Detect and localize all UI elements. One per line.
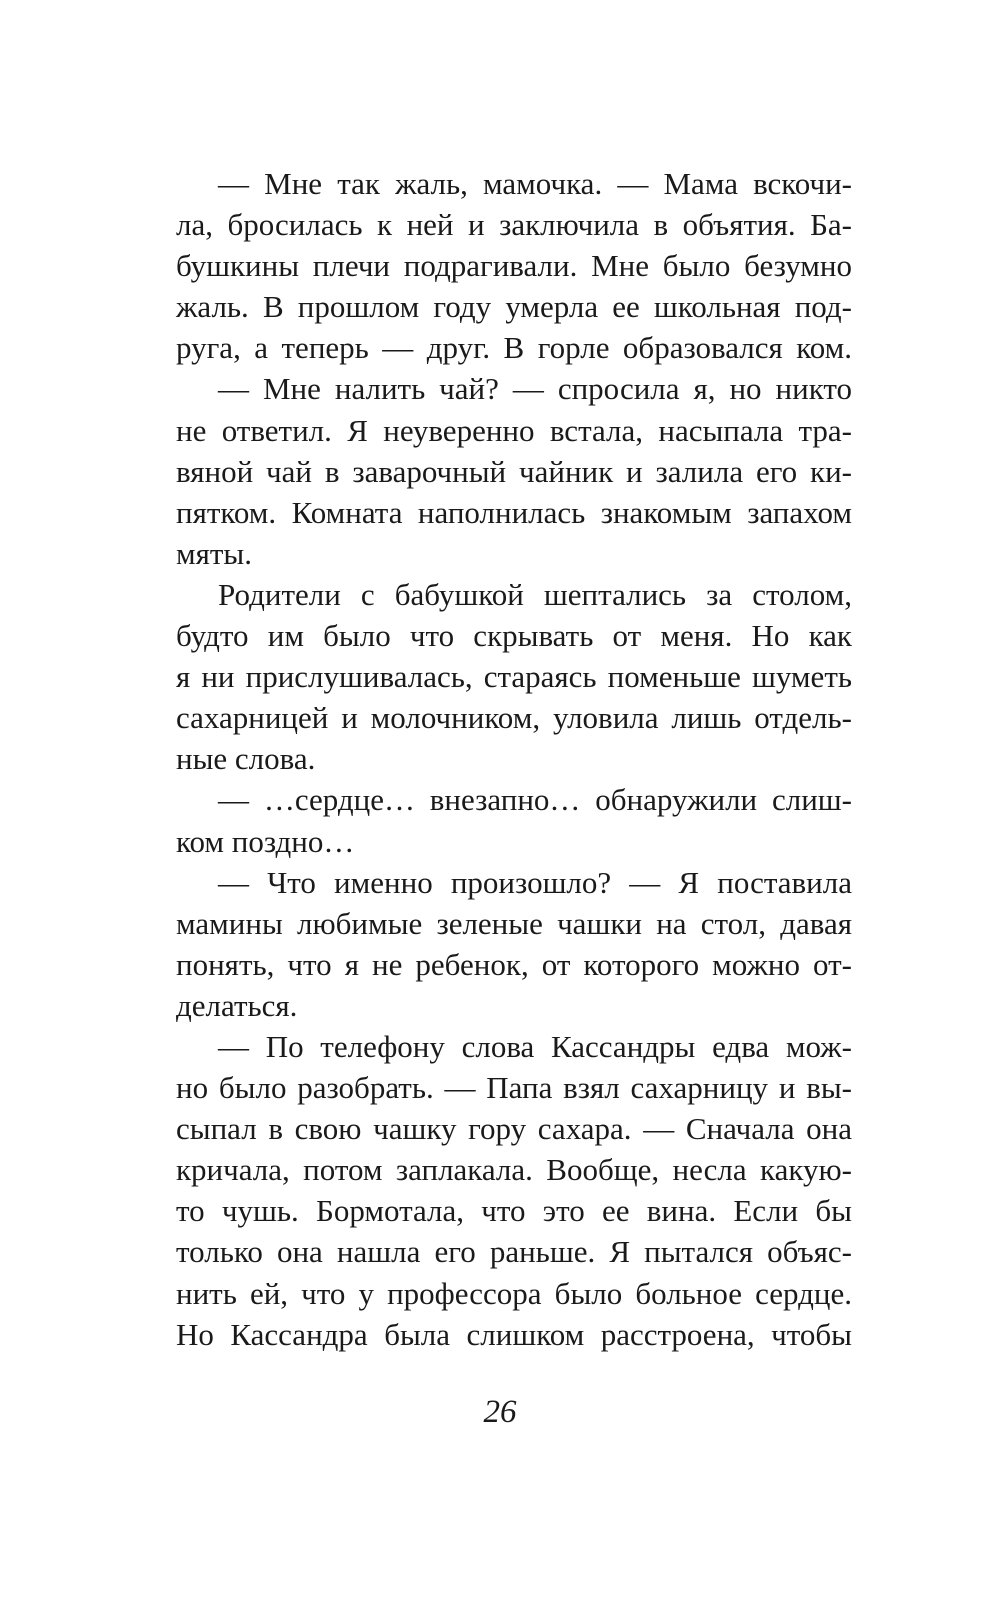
text-line: жаль. В прошлом году умерла ее школьная под-	[176, 289, 852, 325]
text-line: понять, что я не ребенок, от которого можно от-	[176, 946, 852, 982]
page-number: 26	[483, 1394, 517, 1430]
text-line: нить ей, что у профессора было больное сердце.	[176, 1275, 852, 1311]
text-line: сыпал в свою чашку гору сахара. — Сначала она	[176, 1111, 852, 1147]
text-line: Родители с бабушкой шептались за столом,	[218, 576, 852, 612]
text-line: делаться.	[176, 987, 298, 1023]
text-line: бушкины плечи подрагивали. Мне было безумно	[176, 248, 852, 284]
text-line: — Мне налить чай? — спросила я, но никто	[218, 371, 852, 407]
text-line: — По телефону слова Кассандры едва мож-	[218, 1028, 852, 1064]
text-line: мамины любимые зеленые чашки на стол, давая	[176, 905, 852, 941]
text-line: — Что именно произошло? — Я поставила	[218, 864, 852, 900]
text-line: сахарницей и молочником, уловила лишь отдель-	[176, 700, 852, 736]
text-line: ла, бросилась к ней и заключила в объятия. Ба-	[176, 207, 852, 243]
text-line: ком поздно…	[176, 823, 355, 859]
text-line: вяной чай в заварочный чайник и залила его ки-	[176, 453, 852, 489]
text-line: ные слова.	[176, 741, 316, 777]
text-line: только она нашла его раньше. Я пытался объяс-	[176, 1234, 852, 1270]
text-line: — Мне так жаль, мамочка. — Мама вскочи-	[218, 166, 852, 201]
text-line: я ни прислушивалась, стараясь поменьше шуметь	[176, 659, 852, 695]
text-line: кричала, потом заплакала. Вообще, несла какую-	[176, 1152, 852, 1188]
text-line: руга, а теперь — друг. В горле образовался ком.	[176, 330, 852, 366]
text-line: не ответил. Я неуверенно встала, насыпала тра-	[176, 412, 852, 448]
text-line: будто им было что скрывать от меня. Но как	[176, 618, 852, 654]
body-text	[176, 163, 852, 1355]
text-line: — …сердце… внезапно… обнаружили слиш-	[218, 782, 852, 818]
text-line: то чушь. Бормотала, что это ее вина. Если бы	[176, 1193, 852, 1229]
text-line: пятком. Комната наполнилась знакомым запахом	[176, 494, 852, 530]
text-line: Но Кассандра была слишком расстроена, чтобы	[176, 1316, 852, 1352]
text-line: мяты.	[176, 535, 253, 571]
text-line: но было разобрать. — Папа взял сахарницу и вы-	[176, 1070, 852, 1106]
